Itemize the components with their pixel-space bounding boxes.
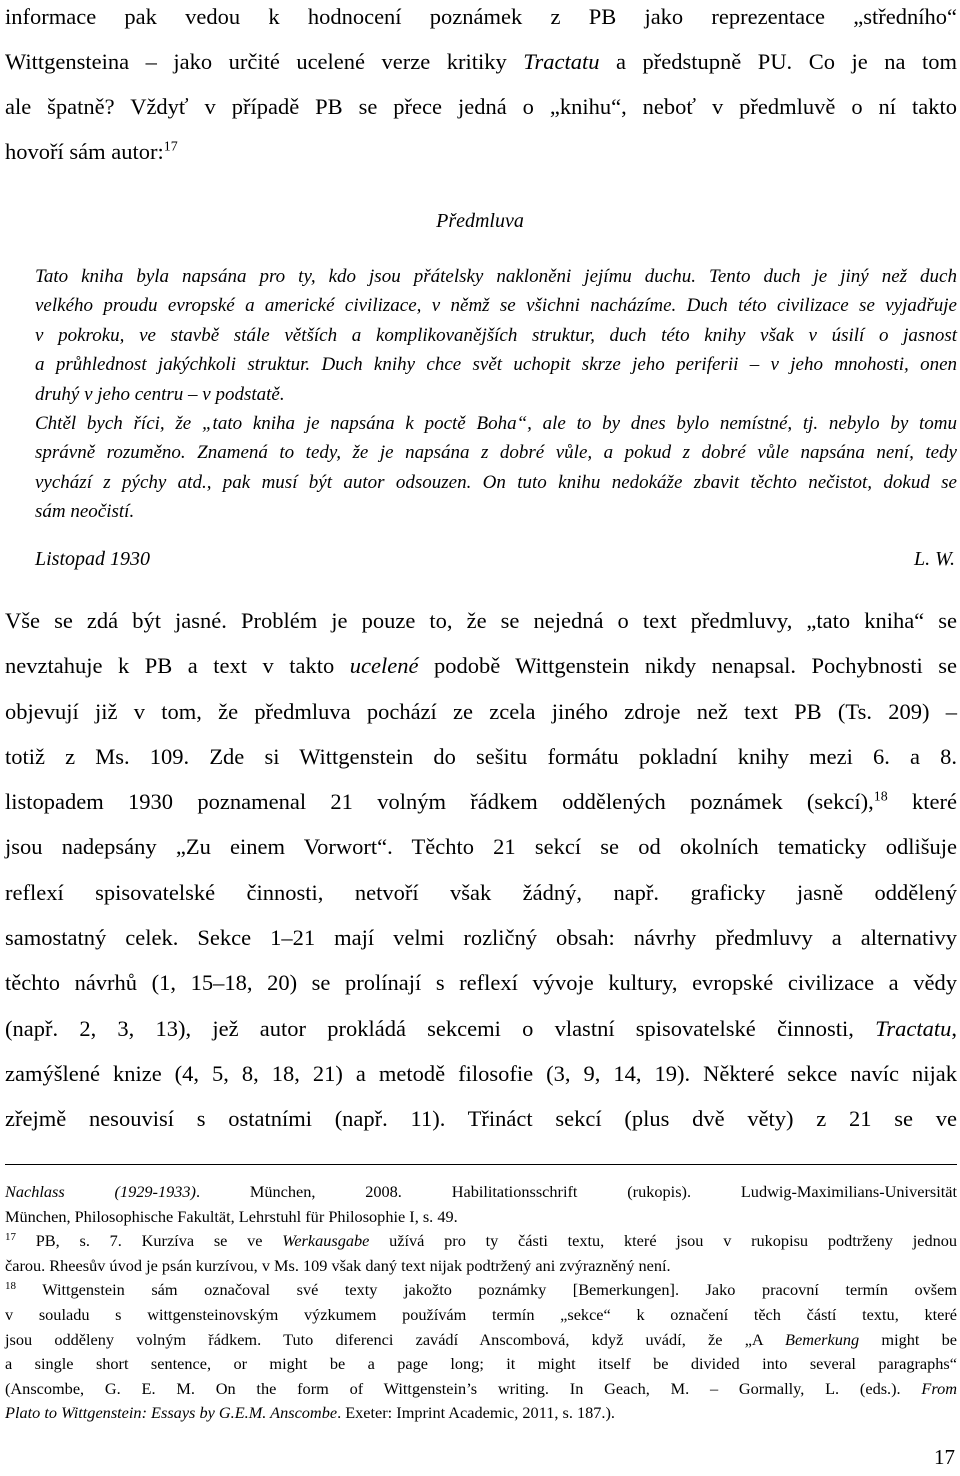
footnote-17: $^{17}$ PB, s. 7. Kurzíva se ve Werkausgabe užívá pro ty části textu, které jsou v rukopisu podtrženy jednou (5, 1231, 958, 1251)
intro-paragraph (5, 0, 957, 180)
footnote-line: v souladu s wittgensteinovským výzkumem používám termín „sekce“ k označení těch částí textu, které (5, 1304, 957, 1324)
quote-line: správně rozuměno. Znamená to tedy, že je napsána z dobré vůle, a pokud z dobré vůle napsána není, tedy (35, 442, 957, 464)
text-line: Vše se zdá být jasné. Problém je pouze to, že se nejedná o text předmluvy, „tato kniha“ se (5, 608, 957, 633)
text-line: informace pak vedou k hodnocení poznámek z PB jako reprezentace „středního“ (5, 4, 957, 29)
quote-line: Tato kniha byla napsána pro ty, kdo jsou přátelsky nakloněni jejímu duchu. Tento duch je jiný než duch (35, 266, 957, 287)
quote-line: a průhlednost jakýchkoli struktur. Duch knihy chce svět uchopit skrze jeho periferii – v jeho mnohosti, onen (35, 354, 957, 376)
text-line: reflexí spisovatelské činnosti, netvoří však žádný, např. graficky jasně oddělený (5, 879, 957, 905)
tractatu-italic: Tractatu (875, 1015, 952, 1041)
footnote-line: (Anscombe, G. E. M. On the form of Wittgenstein’s writing. In Geach, M. – Gormally, L. (eds.). From (5, 1378, 957, 1398)
text-line: Wittgensteina – jako určité ucelené verze kritiky Tractatu a předstupně PU. Co je na tom (5, 49, 957, 74)
text-line: (např. 2, 3, 13), jež autor prokládá sekcemi o vlastní spisovatelské činnosti, Tractatu, (5, 1015, 957, 1041)
page-number: 17 (934, 1445, 955, 1469)
footnote-ref-18: 18 (873, 789, 888, 805)
quote-line: Chtěl bych říci, že „tato kniha je napsána k poctě Boha“, ale to by dnes bylo nemístné, tj. nebylo by tomu (35, 412, 957, 434)
text-line: jsou nadepsány „Zu einem Vorwort“. Těchto 21 sekcí se od okolních tematicky odlišuje (5, 834, 957, 860)
quote-signature: L. W. (914, 548, 955, 570)
footnote-number: 18 (5, 1280, 16, 1293)
text-line: samostatný celek. Sekce 1–21 mají velmi rozličný obsah: návrhy předmluvy a alternativy (5, 925, 957, 951)
text-line: totiž z Ms. 109. Zde si Wittgenstein do sešitu formátu pokladní knihy mezi 6. a 8. (5, 743, 957, 769)
ucelene-italic: ucelené (349, 653, 419, 679)
footnote-line: čarou. Rheesův úvod je psán kurzívou, v Ms. 109 však daný text nijak podtržený ani zvýrazněný není. (5, 1255, 671, 1275)
tractatu-italic: Tractatu (523, 49, 600, 74)
footnote-line: jsou odděleny volným řádkem. Tuto diferenci zavádí Anscombová, když uvádí, že „A Bemerkung might be (5, 1329, 958, 1349)
quote-line: sám neočistí. (35, 501, 135, 523)
quote-line: v pokroku, ve stavbě stále větších a komplikovanějších struktur, duch této knihy však v úsilí o jasnost (35, 324, 957, 346)
quote-heading: Předmluva (436, 210, 524, 232)
footnote-18: $^{18}$ Wittgenstein sám označoval své texty jakožto poznámky [Bemerkungen]. Jako pracovní termín ovšem (5, 1280, 957, 1300)
text-line: zamýšlené knize (4, 5, 8, 18, 21) a metodě filosofie (3, 9, 14, 19). Některé sekce navíc nijak (5, 1060, 957, 1086)
quote-line: velkého proudu evropské a americké civilizace, v němž se všichni nacházíme. Duch této civilizace se vyjadřuje (35, 295, 957, 317)
quote-line: druhý v jeho centru – v podstatě. (35, 383, 285, 405)
text-line: ale špatně? Vždyť v případě PB se přece jedná o „knihu“, neboť v předmluvě o ní takto (5, 94, 957, 119)
footnote-line: a single short sentence, or might be a page long; it might itself be divided into several paragraphs“ (5, 1354, 957, 1374)
text-line: zřejmě nesouvisí s ostatními (např. 11). Třináct sekcí (plus dvě věty) z 21 se ve (5, 1106, 957, 1132)
text-line: listopadem 1930 poznamenal 21 volným řádkem oddělených poznámek (sekcí),$^{18}$ které (5, 789, 957, 815)
footnote-ref-17: 17 (163, 139, 178, 155)
text-line: objevují již v tom, že předmluva pochází ze zcela jiného zdroje než text PB (Ts. 209) – (5, 698, 957, 724)
footnote-line: Nachlass (1929-1933). München, 2008. Habilitationsschrift (rukopis). Ludwig-Maximilians-Universität (5, 1182, 957, 1201)
text-line: nevztahuje k PB a text v takto ucelené podobě Wittgenstein nikdy nenapsal. Pochybnosti se (5, 653, 957, 679)
text-line: těchto návrhů (1, 15–18, 20) se prolínají s reflexí vývoje kultury, evropské civilizace a vědy (5, 970, 957, 996)
text-line: hovoří sám autor:$^{17}$ (5, 139, 178, 164)
footnote-number: 17 (5, 1231, 16, 1244)
footnote-divider (5, 1164, 957, 1165)
footnotes (5, 1180, 957, 1426)
quote-date: Listopad 1930 (35, 548, 151, 570)
footnote-line: Plato to Wittgenstein: Essays by G.E.M. Anscombe. Exeter: Imprint Academic, 2011, s. 187.). (5, 1403, 615, 1423)
quoted-preface (35, 262, 957, 527)
quote-line: vychází z pýchy atd., pak musí být autor odsouzen. On tuto knihu nedokáže zbavit těchto nečistot, dokud se (35, 471, 957, 493)
footnote-line: München, Philosophische Fakultät, Lehrstuhl für Philosophie I, s. 49. (5, 1206, 458, 1226)
body-paragraph (5, 604, 957, 1148)
